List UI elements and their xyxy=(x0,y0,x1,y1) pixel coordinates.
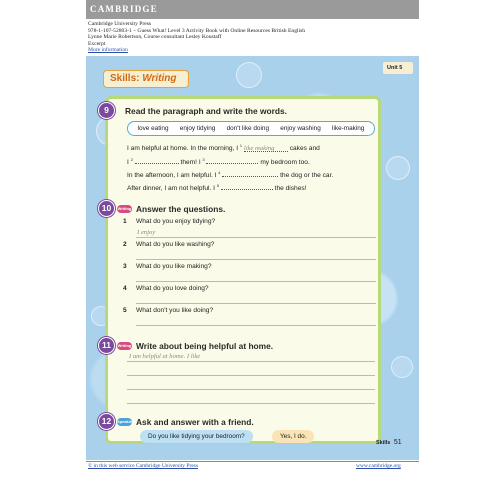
writing-line-3[interactable] xyxy=(127,389,375,390)
exercise-11-number: 11 xyxy=(98,337,115,354)
question-number: 5 xyxy=(123,307,127,314)
exercise-12-title: Ask and answer with a friend. xyxy=(136,417,254,427)
gap-1-field[interactable] xyxy=(244,145,288,152)
paragraph-line-2 xyxy=(127,157,310,166)
paragraph-text: After dinner, I am not helpful. I xyxy=(127,185,215,192)
exercise-9-number: 9 xyxy=(98,102,115,119)
question-number: 1 xyxy=(123,218,127,225)
writing-line-4[interactable] xyxy=(127,403,375,404)
bottom-divider xyxy=(86,461,419,462)
paragraph-text: In the afternoon, I am helpful. I xyxy=(127,172,217,179)
question-1 xyxy=(123,218,215,225)
gap-number: 5 xyxy=(216,183,219,188)
gap-number: 3 xyxy=(202,157,205,162)
gap-5-field[interactable] xyxy=(221,183,273,190)
exercise-12-number: 12 xyxy=(98,413,115,430)
cambridge-website-link[interactable]: www.cambridge.org xyxy=(356,463,401,469)
speech-bubble-answer: Yes, I do. xyxy=(272,430,314,443)
gap-2-field[interactable] xyxy=(135,157,179,164)
word-bank-item: enjoy tidying xyxy=(179,125,216,132)
book-metadata xyxy=(88,21,418,54)
question-5 xyxy=(123,307,213,314)
question-number: 2 xyxy=(123,241,127,248)
meta-title: 978-1-107-52803-1 – Guess What! Level 3 Activity Book with Online Resources British English xyxy=(88,27,306,34)
answer-line-2[interactable] xyxy=(136,259,376,260)
answer-line-4[interactable] xyxy=(136,303,376,304)
question-text: What do you love doing? xyxy=(136,285,209,292)
bubble-decoration xyxy=(236,62,262,88)
paragraph-line-3 xyxy=(127,170,333,179)
paragraph-text: I am helpful at home. In the morning, I xyxy=(127,145,239,153)
meta-publisher: Cambridge University Press xyxy=(88,21,152,27)
bubble-decoration xyxy=(386,156,410,180)
skills-value: Writing xyxy=(142,73,177,84)
word-bank-item: don't like doing xyxy=(226,125,270,132)
gap-number: 4 xyxy=(218,170,221,175)
gap-3-field[interactable] xyxy=(206,157,258,164)
cambridge-header-bar xyxy=(86,0,419,19)
speaking-icon: Speaking xyxy=(117,419,135,424)
exercise-10-number: 10 xyxy=(98,200,115,217)
word-bank-item: enjoy washing xyxy=(280,125,321,132)
page-footer xyxy=(376,439,402,446)
word-bank xyxy=(127,121,375,136)
question-3 xyxy=(123,263,212,270)
gap-number: 1 xyxy=(239,144,243,148)
answer-line-3[interactable] xyxy=(136,281,376,282)
question-2 xyxy=(123,241,214,248)
page-number: 51 xyxy=(393,439,402,446)
cambridge-logo: CAMBRIDGE xyxy=(90,4,158,14)
paragraph-line-1 xyxy=(127,144,320,152)
word-bank-item: love eating xyxy=(137,125,169,132)
writing-icon: Writing xyxy=(117,206,132,211)
skills-writing-badge xyxy=(103,70,189,88)
question-text: What do you enjoy tidying? xyxy=(136,218,216,225)
speech-bubble-question: Do you like tidying your bedroom? xyxy=(140,430,253,443)
gap-1-answer: like making xyxy=(243,145,275,153)
question-text: What don't you like doing? xyxy=(136,307,214,314)
writing-icon: Writing xyxy=(117,343,132,348)
question-number: 4 xyxy=(123,285,127,292)
writing-line-2[interactable] xyxy=(127,375,375,376)
question-4 xyxy=(123,285,209,292)
exercise-11-title: Write about being helpful at home. xyxy=(136,341,274,351)
activity-book-page xyxy=(86,56,419,460)
exercise-11-sample: I am helpful at home. I like xyxy=(129,353,201,360)
answer-line-5[interactable] xyxy=(136,325,376,326)
paragraph-text: the dishes! xyxy=(274,185,307,192)
question-text: What do you like washing? xyxy=(136,241,215,248)
bubble-decoration xyxy=(391,356,413,378)
paragraph-text: I xyxy=(127,159,129,166)
gap-number: 2 xyxy=(130,157,133,162)
unit-badge: Unit 5 xyxy=(383,62,413,74)
question-number: 3 xyxy=(123,263,127,270)
paragraph-text: my bedroom too. xyxy=(260,159,310,166)
meta-authors: Lynne Marie Robertson, Course consultant Lesley Koustaff xyxy=(88,34,222,41)
skills-label: Skills: xyxy=(110,73,140,84)
exercise-9-title: Read the paragraph and write the words. xyxy=(125,106,287,116)
answer-line-1[interactable] xyxy=(136,237,376,238)
question-1-sample-answer: I enjoy xyxy=(137,229,156,236)
copyright-link[interactable]: © in this web service Cambridge University Press xyxy=(88,463,199,469)
paragraph-text: cakes and xyxy=(289,145,320,153)
word-bank-item: like-making xyxy=(332,125,365,132)
exercise-10-title: Answer the questions. xyxy=(136,204,226,214)
meta-excerpt: Excerpt xyxy=(88,40,106,47)
more-information-link[interactable]: More information xyxy=(88,47,128,54)
exercise-panel xyxy=(101,96,381,444)
paragraph-line-4 xyxy=(127,183,307,192)
question-text: What do you like making? xyxy=(136,263,212,270)
writing-line-1[interactable] xyxy=(127,361,375,362)
gap-4-field[interactable] xyxy=(222,170,278,177)
paragraph-text: the dog or the car. xyxy=(280,172,334,179)
paragraph-text: them! I xyxy=(180,159,201,166)
footer-skills-label: Skills xyxy=(376,440,391,446)
